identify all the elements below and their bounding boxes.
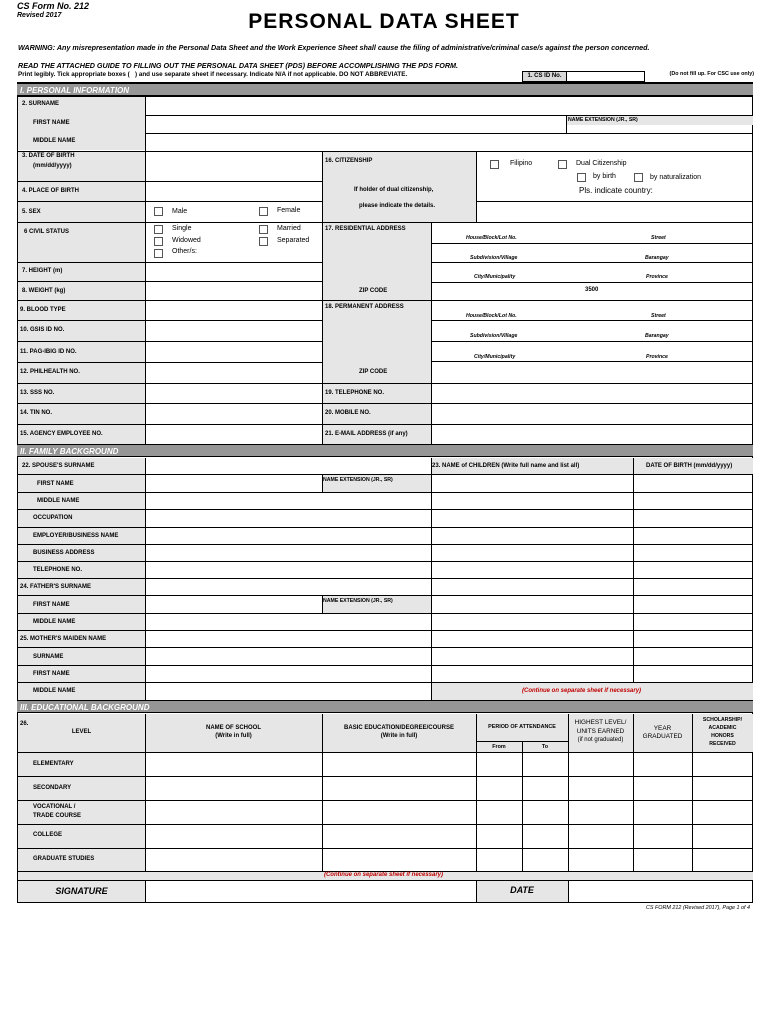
cs-widowed-label: Widowed: [172, 237, 201, 244]
education-level-column: [18, 752, 145, 872]
agency-no-label: 15. AGENCY EMPLOYEE NO.: [20, 431, 103, 437]
first-name-field[interactable]: [146, 116, 565, 132]
dob-label: 3. DATE OF BIRTH: [22, 153, 75, 159]
date-label: DATE: [510, 885, 534, 895]
height-field[interactable]: [146, 263, 321, 280]
res-barangay-label: Barangay: [645, 255, 669, 261]
sex-label: 5. SEX: [22, 209, 41, 215]
civil-status-label: 6 CIVIL STATUS: [24, 229, 70, 235]
read-guide-text: READ THE ATTACHED GUIDE TO FILLING OUT THE PERSONAL DATA SHEET (PDS) BEFORE ACCOMPLISHING THE PDS FORM.: [18, 61, 459, 70]
residential-address-label: 17. RESIDENTIAL ADDRESS: [325, 226, 406, 232]
blood-type-field[interactable]: [146, 301, 321, 319]
level-header: LEVEL: [71, 729, 92, 735]
highest-level-header-1: HIGHEST LEVEL/: [574, 719, 627, 726]
spouse-telephone-label: TELEPHONE NO.: [33, 567, 83, 573]
section-educational-background: III. EDUCATIONAL BACKGROUND: [17, 700, 753, 713]
date-field[interactable]: [569, 882, 752, 901]
perm-barangay-label: Barangay: [645, 333, 669, 339]
honors-header-3: HONORS: [711, 733, 734, 739]
res-city-label: City/Municipality: [474, 274, 516, 280]
cs-id-label: 1. CS ID No.: [522, 71, 567, 82]
cit-filipino-checkbox[interactable]: [490, 160, 499, 169]
cit-filipino-label: Filipino: [510, 160, 533, 167]
father-first-name-label: FIRST NAME: [33, 602, 70, 608]
telephone-label: 19. TELEPHONE NO.: [325, 390, 385, 396]
school-subheader: (Write in full): [215, 733, 252, 739]
college-label: COLLEGE: [33, 832, 63, 838]
mother-surname-label: SURNAME: [33, 654, 64, 660]
gsis-field[interactable]: [146, 321, 321, 340]
weight-label: 8. WEIGHT (kg): [22, 288, 66, 294]
cs-id-field: [566, 71, 645, 82]
sex-male-checkbox[interactable]: [154, 207, 163, 216]
cs-single-label: Single: [172, 225, 192, 232]
cs-married-label: Married: [277, 225, 301, 232]
dob-format-label: (mm/dd/yyyy): [33, 163, 72, 169]
father-middle-name-label: MIDDLE NAME: [33, 619, 76, 625]
elementary-label: ELEMENTARY: [33, 761, 74, 767]
cs-other-label: Other/s:: [172, 248, 197, 255]
highest-level-header-3: (if not graduated): [577, 737, 624, 743]
spouse-middle-name-label: MIDDLE NAME: [37, 498, 80, 504]
cs-separated-label: Separated: [277, 237, 310, 244]
permanent-address-label: 18. PERMANENT ADDRESS: [325, 304, 404, 310]
cs-widowed-checkbox[interactable]: [154, 237, 163, 246]
section-family-background: II. FAMILY BACKGROUND: [17, 444, 753, 457]
tin-field[interactable]: [146, 404, 321, 423]
spouse-surname-label: 22. SPOUSE'S SURNAME: [22, 463, 95, 469]
perm-province-label: Province: [646, 354, 668, 360]
form-number: CS Form No. 212: [17, 1, 90, 11]
cs-other-checkbox[interactable]: [154, 249, 163, 258]
course-header: BASIC EDUCATION/DEGREE/COURSE: [344, 725, 454, 731]
cit-naturalization-label: by naturalization: [650, 174, 701, 181]
sex-female-label: Female: [277, 207, 301, 214]
height-label: 7. HEIGHT (m): [22, 268, 63, 274]
philhealth-label: 12. PHILHEALTH NO.: [20, 369, 80, 375]
middle-name-field[interactable]: [146, 134, 752, 150]
perm-house-label: House/Block/Lot No.: [466, 313, 517, 319]
res-house-field[interactable]: [432, 223, 753, 235]
vocational-label-1: VOCATIONAL /: [33, 804, 76, 810]
middle-name-label: MIDDLE NAME: [33, 138, 76, 144]
page-title: PERSONAL DATA SHEET: [248, 10, 520, 33]
philhealth-field[interactable]: [146, 363, 321, 382]
father-name-ext-label: NAME EXTENSION (JR., SR): [323, 598, 393, 604]
signature-label: SIGNATURE: [55, 886, 108, 896]
gsis-label: 10. GSIS ID NO.: [20, 327, 65, 333]
perm-street-label: Street: [651, 313, 666, 319]
honors-header-2: ACADEMIC: [708, 725, 737, 731]
cit-by-birth-label: by birth: [593, 173, 616, 180]
agency-no-field[interactable]: [146, 425, 321, 444]
signature-field[interactable]: [146, 882, 475, 901]
dual-country-field[interactable]: [477, 202, 752, 221]
vocational-label-2: TRADE COURSE: [33, 813, 82, 819]
surname-label: 2. SURNAME: [22, 101, 60, 107]
secondary-label: SECONDARY: [33, 785, 72, 791]
employer-label: EMPLOYER/BUSINESS NAME: [33, 533, 119, 539]
citizenship-label: 16. CITIZENSHIP: [325, 158, 373, 164]
graduate-studies-label: GRADUATE STUDIES: [33, 856, 95, 862]
children-label: 23. NAME of CHILDREN (Write full name and list all): [432, 463, 580, 469]
pob-label: 4. PLACE OF BIRTH: [22, 188, 80, 194]
email-field[interactable]: [432, 425, 753, 444]
cit-dual-checkbox[interactable]: [558, 160, 567, 169]
res-subdivision-label: Subdivision/Village: [470, 255, 518, 261]
cit-country-label: Pls. indicate country:: [579, 186, 653, 195]
children-continue-note: (Continue on separate sheet if necessary): [522, 688, 642, 694]
pagibig-label: 11. PAG-IBIG ID NO.: [20, 349, 77, 355]
email-label: 21. E-MAIL ADDRESS (if any): [325, 431, 408, 437]
mobile-label: 20. MOBILE NO.: [325, 410, 371, 416]
education-continue-note: (Continue on separate sheet if necessary): [323, 872, 444, 878]
family-label-column: [18, 458, 145, 700]
page-footer: CS FORM 212 (Revised 2017), Page 1 of 4: [646, 905, 750, 911]
dual-note-1: If holder of dual citizenship,: [354, 187, 434, 193]
revision-label: Revised 2017: [17, 12, 62, 19]
res-zipcode-value[interactable]: 3500: [585, 287, 599, 293]
perm-zipcode-label: ZIP CODE: [359, 369, 388, 375]
mother-first-name-label: FIRST NAME: [33, 671, 70, 677]
weight-field[interactable]: [146, 282, 321, 299]
res-province-label: Province: [646, 274, 668, 280]
period-from-header: From: [492, 744, 506, 750]
mother-middle-name-label: MIDDLE NAME: [33, 688, 76, 694]
course-subheader: (Write in full): [380, 733, 418, 739]
cit-by-birth-checkbox[interactable]: [577, 173, 586, 182]
sss-label: 13. SSS NO.: [20, 390, 55, 396]
res-house-label: House/Block/Lot No.: [466, 235, 517, 241]
father-surname-label: 24. FATHER'S SURNAME: [20, 584, 91, 590]
dual-note-2: please indicate the details.: [359, 203, 436, 209]
sex-male-label: Male: [172, 208, 188, 215]
surname-field[interactable]: [146, 97, 752, 114]
highest-level-header-2: UNITS EARNED: [576, 728, 625, 735]
education-num-label: 26.: [20, 721, 29, 727]
pagibig-field[interactable]: [146, 342, 321, 361]
first-name-label: FIRST NAME: [33, 120, 70, 126]
perm-subdivision-label: Subdivision/Village: [470, 333, 518, 339]
cs-married-checkbox[interactable]: [259, 225, 268, 234]
name-extension-label: NAME EXTENSION (JR., SR): [568, 117, 638, 123]
school-header: NAME OF SCHOOL: [206, 725, 261, 731]
tin-label: 14. TIN NO.: [20, 410, 53, 416]
blood-type-label: 9. BLOOD TYPE: [20, 307, 66, 313]
year-graduated-header-1: YEAR: [653, 725, 672, 732]
section-personal-information: I. PERSONAL INFORMATION: [17, 83, 753, 96]
sss-field[interactable]: [146, 384, 321, 402]
res-zipcode-label: ZIP CODE: [359, 288, 388, 294]
business-address-label: BUSINESS ADDRESS: [33, 550, 95, 556]
spouse-first-name-label: FIRST NAME: [37, 481, 74, 487]
child-dob-label: DATE OF BIRTH (mm/dd/yyyy): [646, 463, 733, 469]
mobile-field[interactable]: [432, 404, 753, 423]
personal-label-column: [18, 152, 145, 445]
perm-city-label: City/Municipality: [474, 354, 516, 360]
cs-single-checkbox[interactable]: [154, 225, 163, 234]
print-note: Print legibly. Tick appropriate boxes ( ) and use separate sheet if necessary. Indicate N/A if not applicable. DO NOT ABBREVIATE.: [18, 71, 408, 78]
cit-dual-label: Dual Citizenship: [576, 160, 627, 167]
period-to-header: To: [541, 744, 549, 750]
telephone-field[interactable]: [432, 384, 753, 402]
period-header: PERIOD OF ATTENDANCE: [488, 724, 556, 730]
year-graduated-header-2: GRADUATED: [642, 733, 683, 740]
sex-female-checkbox[interactable]: [259, 207, 268, 216]
honors-header-4: RECEIVED: [709, 741, 736, 747]
warning-text: WARNING: Any misrepresentation made in the Personal Data Sheet and the Work Experience Sheet shall cause the filing of administrative/criminal case/s against the person concerned.: [18, 43, 650, 52]
cit-naturalization-checkbox[interactable]: [634, 173, 643, 182]
occupation-label: OCCUPATION: [33, 515, 73, 521]
csc-use-note: (Do not fill up. For CSC use only): [669, 71, 754, 77]
mother-maiden-label: 25. MOTHER'S MAIDEN NAME: [20, 636, 107, 642]
pob-field[interactable]: [146, 182, 321, 200]
res-street-label: Street: [651, 235, 666, 241]
dob-field[interactable]: [146, 152, 321, 180]
spouse-name-ext-label: NAME EXTENSION (JR., SR): [323, 477, 393, 483]
cs-separated-checkbox[interactable]: [259, 237, 268, 246]
honors-header-1: SCHOLARSHIP/: [702, 717, 743, 723]
